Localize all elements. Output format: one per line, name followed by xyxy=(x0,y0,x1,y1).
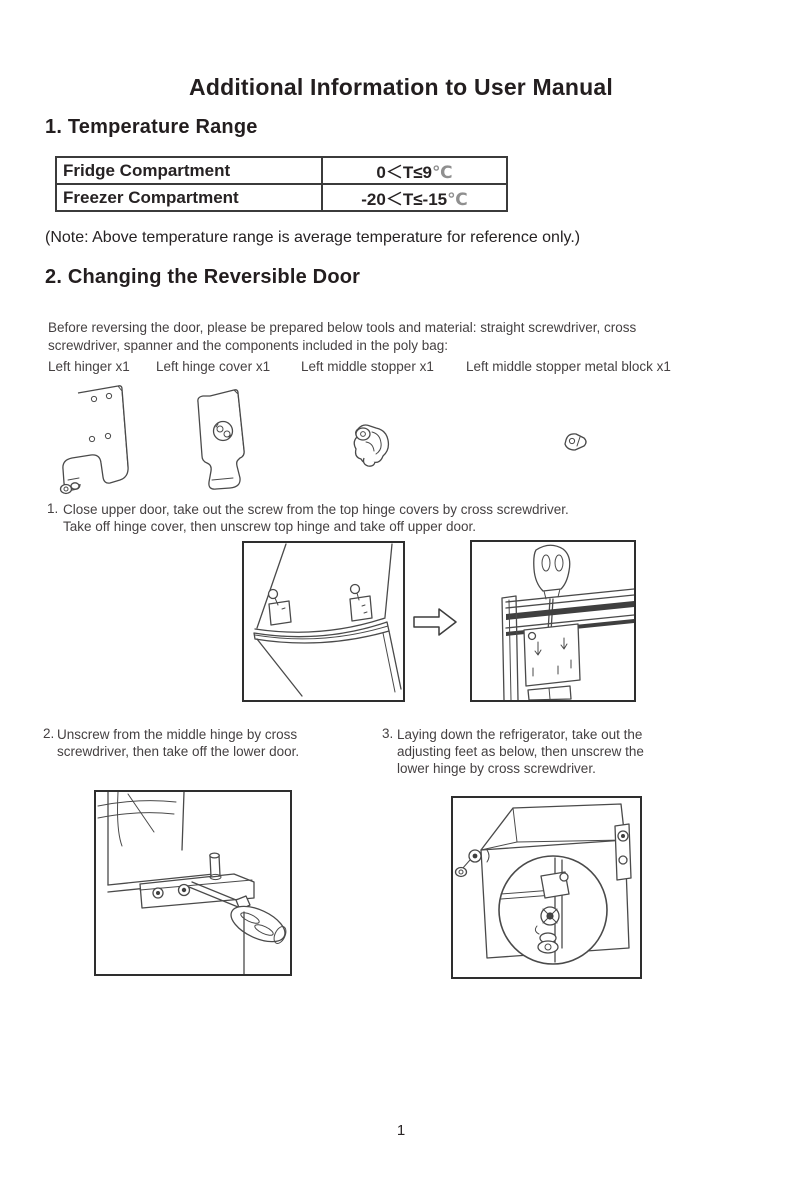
right-arrow-icon xyxy=(412,606,458,638)
step2-line2: screwdriver, then take off the lower door. xyxy=(57,744,300,759)
part-label-left-hinge-cover: Left hinge cover x1 xyxy=(156,359,271,374)
page-title: Additional Information to User Manual xyxy=(189,74,613,100)
freezer-compartment-label: Freezer Compartment xyxy=(56,184,322,211)
freezer-unit: ℃ xyxy=(447,190,468,209)
temperature-note: (Note: Above temperature range is average temperature for reference only.) xyxy=(45,229,581,246)
upper-door-bottom-illustration xyxy=(244,543,403,700)
top-hinge-screwdriver-illustration xyxy=(472,542,634,700)
intro-line2: screwdriver, spanner and the components included in the poly bag: xyxy=(48,337,448,353)
step2-figure xyxy=(94,790,292,976)
left-middle-stopper-illustration xyxy=(350,420,395,470)
part-label-metal-block: Left middle stopper metal block x1 xyxy=(466,359,671,374)
part-label-left-middle-stopper: Left middle stopper x1 xyxy=(301,359,434,374)
step3-number: 3. xyxy=(382,726,394,741)
step1-left-figure xyxy=(242,541,405,702)
step2-number: 2. xyxy=(43,726,55,741)
metal-block-illustration xyxy=(560,429,591,454)
freezer-range: -20＜T≤-15 xyxy=(361,190,448,209)
laid-down-refrigerator-illustration xyxy=(453,798,640,977)
left-hinger-illustration xyxy=(53,383,139,501)
middle-hinge-screwdriver-illustration xyxy=(96,792,290,974)
step1-number: 1. xyxy=(47,501,59,516)
step1-line2: Take off hinge cover, then unscrew top hinge and take off upper door. xyxy=(63,519,477,534)
section2-heading: 2. Changing the Reversible Door xyxy=(45,266,361,288)
left-hinge-cover-illustration xyxy=(183,388,259,493)
fridge-compartment-value xyxy=(322,157,507,184)
step3-line2: adjusting feet as below, then unscrew the xyxy=(397,744,644,759)
fridge-range: 0＜T≤9 xyxy=(376,163,433,182)
step1-line1: Close upper door, take out the screw from the top hinge covers by cross screwdriver. xyxy=(63,502,569,517)
step3-line3: lower hinge by cross screwdriver. xyxy=(397,761,596,776)
part-label-left-hinger: Left hinger x1 xyxy=(48,359,130,374)
intro-line1: Before reversing the door, please be prepared below tools and material: straight screwdriver, cross xyxy=(48,320,637,335)
fridge-compartment-label: Fridge Compartment xyxy=(56,157,322,184)
freezer-compartment-value xyxy=(322,184,507,211)
step1-right-figure xyxy=(470,540,636,702)
step2-line1: Unscrew from the middle hinge by cross xyxy=(57,727,298,742)
temperature-range-table xyxy=(55,156,508,212)
intro-paragraph xyxy=(48,319,636,354)
table-row xyxy=(56,157,507,184)
step3-line1: Laying down the refrigerator, take out the xyxy=(397,727,643,742)
fridge-unit: ℃ xyxy=(432,163,453,182)
page-number: 1 xyxy=(396,1122,406,1139)
step3-figure xyxy=(451,796,642,979)
table-row xyxy=(56,184,507,211)
section1-heading: 1. Temperature Range xyxy=(45,116,258,138)
